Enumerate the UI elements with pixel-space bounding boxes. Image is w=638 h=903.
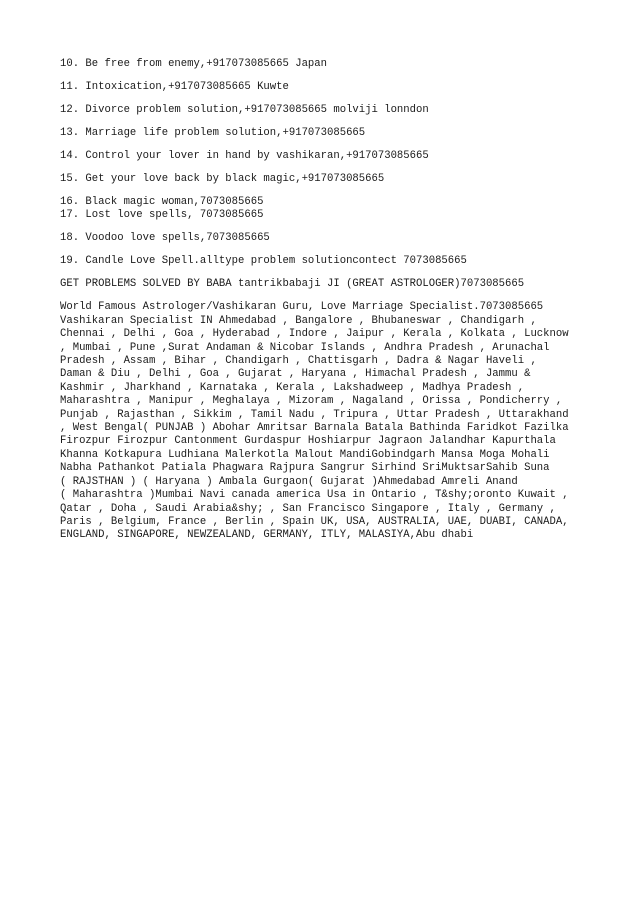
paragraph-line: Firozpur Firozpur Cantonment Gurdaspur Hoshiarpur Jagraon Jalandhar Kapurthala (60, 435, 556, 448)
paragraph-line: Kashmir , Jharkhand , Karnataka , Kerala , Lakshadweep , Madhya Pradesh , (60, 381, 525, 394)
paragraph-line: Pradesh , Assam , Bihar , Chandigarh , Chattisgarh , Dadra & Nagar Haveli , (60, 355, 537, 368)
paragraph-line: , Mumbai , Pune ,Surat Andaman & Nicobar Islands , Andhra Pradesh , Arunachal (60, 341, 550, 354)
list-item-13: 13. Marriage life problem solution,+917073085665 (60, 127, 366, 139)
list-item-16: 16. Black magic woman,7073085665 (60, 196, 264, 208)
list-item-18: 18. Voodoo love spells,7073085665 (60, 232, 270, 245)
list-item-10: 10. Be free from enemy,+917073085665 Japan (60, 58, 328, 70)
document-page (60, 58, 620, 543)
paragraph-line: ( Maharashtra )Mumbai Navi canada america Usa in Ontario , T&shy;oronto Kuwait , (60, 489, 569, 502)
paragraph-line: World Famous Astrologer/Vashikaran Guru, Love Marriage Specialist.7073085665 (60, 301, 544, 314)
list-item-14: 14. Control your lover in hand by vashikaran,+917073085665 (60, 150, 429, 162)
paragraph-line: Chennai , Delhi , Goa , Hyderabad , Indore , Jaipur , Kerala , Kolkata , Lucknow (60, 328, 569, 341)
list-item-12: 12. Divorce problem solution,+917073085665 molviji lonndon (60, 104, 429, 116)
list-item-15: 15. Get your love back by black magic,+917073085665 (60, 173, 385, 185)
paragraph-line: Daman & Diu , Delhi , Goa , Gujarat , Haryana , Himachal Pradesh , Jammu & (60, 368, 531, 381)
paragraph-line: Vashikaran Specialist IN Ahmedabad , Bangalore , Bhubaneswar , Chandigarh , (60, 314, 537, 327)
body-paragraph (60, 301, 620, 542)
paragraph-line: Paris , Belgium, France , Berlin , Spain UK, USA, AUSTRALIA, UAE, DUABI, CANADA, (60, 515, 569, 528)
list-item-19: 19. Candle Love Spell.alltype problem solutioncontect 7073085665 (60, 255, 467, 268)
paragraph-line: Nabha Pathankot Patiala Phagwara Rajpura Sangrur Sirhind SriMuktsarSahib Suna (60, 462, 550, 475)
list-item-11: 11. Intoxication,+917073085665 Kuwte (60, 81, 289, 93)
headline: GET PROBLEMS SOLVED BY BABA tantrikbabaji JI (GREAT ASTROLOGER)7073085665 (60, 278, 525, 291)
paragraph-line: Punjab , Rajasthan , Sikkim , Tamil Nadu , Tripura , Uttar Pradesh , Uttarakhand (60, 408, 569, 421)
paragraph-line: , West Bengal( PUNJAB ) Abohar Amritsar Barnala Batala Bathinda Faridkot Fazilka (60, 422, 569, 435)
paragraph-line: Khanna Kotkapura Ludhiana Malerkotla Malout MandiGobindgarh Mansa Moga Mohali (60, 448, 550, 461)
paragraph-line: Qatar , Doha , Saudi Arabia&shy; , San Francisco Singapore , Italy , Germany , (60, 502, 556, 515)
list-item-17: 17. Lost love spells, 7073085665 (60, 209, 264, 222)
paragraph-line: ( RAJSTHAN ) ( Haryana ) Ambala Gurgaon( Gujarat )Ahmedabad Amreli Anand (60, 475, 518, 488)
paragraph-line: Maharashtra , Manipur , Meghalaya , Mizoram , Nagaland , Orissa , Pondicherry , (60, 395, 563, 408)
paragraph-line: ENGLAND, SINGAPORE, NEWZEALAND, GERMANY, ITLY, MALASIYA,Abu dhabi (60, 529, 474, 542)
